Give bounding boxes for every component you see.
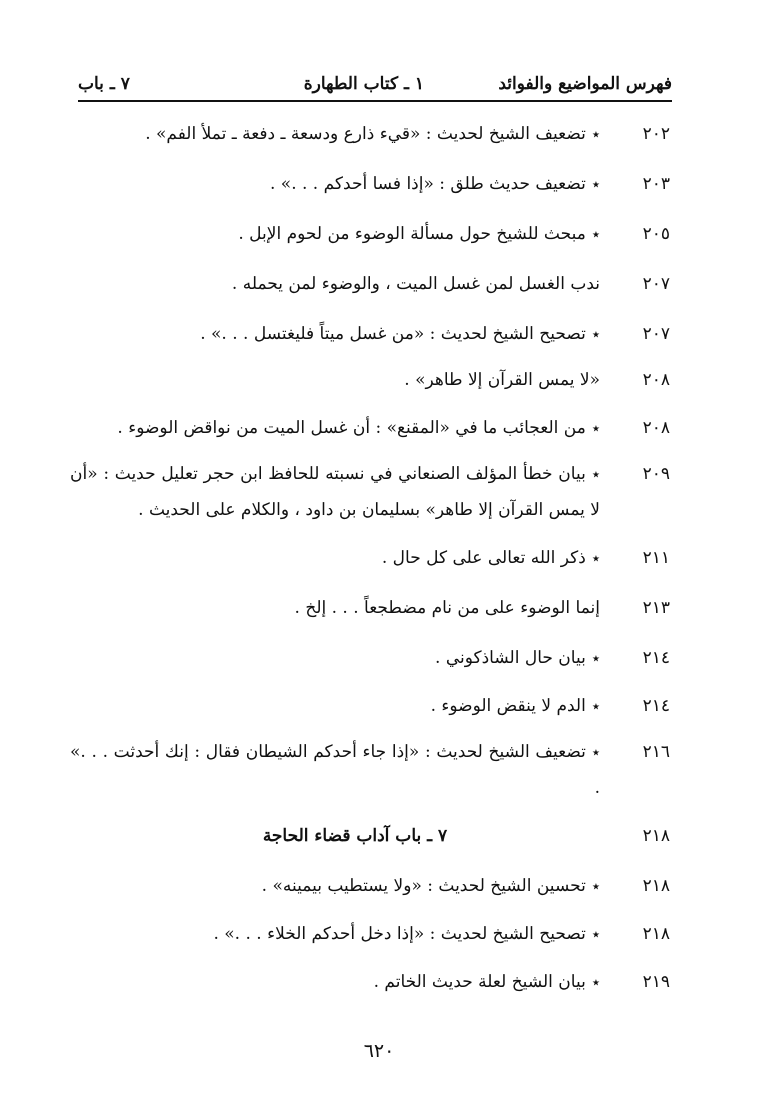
star-icon: ٭ [591,697,600,715]
header-chapter-label: ٧ ـ باب [78,74,130,94]
entry-page-number: ٢٠٧ [642,324,670,344]
entry-text: ٭تحسين الشيخ لحديث : «ولا يستطيب بيمينه» . [261,876,600,896]
entry-text: ٭مبحث للشيخ حول مسألة الوضوء من لحوم الإبل . [238,224,600,244]
entry-text: ٭بيان حال الشاذكوني . [435,648,600,668]
entry-text: ٭تضعيف حديث طلق : «إذا فسا أحدكم . . .» . [269,174,600,194]
entry-text: ٭بيان خطأ المؤلف الصنعاني في نسبته للحافظ ابن حجر تعليل حديث : «أن لا يمس القرآن إلا طاهر» بسليمان بن داود ، والكلام على الحديث . [70,464,600,520]
header-book-title: ١ ـ كتاب الطهارة [303,74,424,94]
star-icon: ٭ [591,743,600,761]
star-icon: ٭ [591,549,600,567]
entry-text: ٭تضعيف الشيخ لحديث : «إذا جاء أحدكم الشيطان فقال : إنك أحدثت . . .» . [70,742,600,798]
entry-page-number: ٢١٨ [642,826,670,846]
entry-text: ٭من العجائب ما في «المقنع» : أن غسل الميت من نواقض الوضوء . [117,418,600,438]
star-icon: ٭ [591,877,600,895]
star-icon: ٭ [591,973,600,991]
entry-page-number: ٢٠٣ [642,174,670,194]
entry-page-number: ٢١٨ [642,924,670,944]
star-icon: ٭ [591,419,600,437]
star-icon: ٭ [591,925,600,943]
entry-page-number: ٢١٨ [642,876,670,896]
star-icon: ٭ [591,649,600,667]
entry-text: ٭بيان الشيخ لعلة حديث الخاتم . [373,972,600,992]
entry-page-number: ٢١٤ [642,696,670,716]
entry-text: ٭تضعيف الشيخ لحديث : «قيء ذارع ودسعة ـ دفعة ـ تملأ الفم» . [145,124,600,144]
entry-text: ٭ذكر الله تعالى على كل حال . [381,548,600,568]
chapter-heading: ٧ ـ باب آداب قضاء الحاجة [262,826,448,846]
star-icon: ٭ [591,465,600,483]
star-icon: ٭ [591,225,600,243]
entry-text: ٭تصحيح الشيخ لحديث : «إذا دخل أحدكم الخلاء . . .» . [213,924,600,944]
entry-page-number: ٢١١ [642,548,670,568]
entry-page-number: ٢١٦ [642,742,670,762]
entry-page-number: ٢٠٧ [642,274,670,294]
entry-text: «لا يمس القرآن إلا طاهر» . [404,370,600,390]
entry-text: ٭تصحيح الشيخ لحديث : «من غسل ميتاً فليغتسل . . .» . [200,324,600,344]
entry-page-number: ٢٠٨ [642,418,670,438]
entry-page-number: ٢١٣ [642,598,670,618]
header-section-title: فهرس المواضيع والفوائد [498,74,672,94]
entry-page-number: ٢٠٩ [642,464,670,484]
star-icon: ٭ [591,125,600,143]
star-icon: ٭ [591,325,600,343]
running-header [78,70,672,102]
entry-page-number: ٢٠٨ [642,370,670,390]
entry-text: ندب الغسل لمن غسل الميت ، والوضوء لمن يحمله . [231,274,600,294]
entry-text: ٭الدم لا ينقض الوضوء . [430,696,600,716]
page-number-footer: ٦٢٠ [363,1040,395,1062]
entry-page-number: ٢١٤ [642,648,670,668]
entry-page-number: ٢٠٢ [642,124,670,144]
entry-text: إنما الوضوء على من نام مضطجعاً . . . إلخ . [294,598,600,618]
entry-page-number: ٢٠٥ [642,224,670,244]
entry-page-number: ٢١٩ [642,972,670,992]
star-icon: ٭ [591,175,600,193]
